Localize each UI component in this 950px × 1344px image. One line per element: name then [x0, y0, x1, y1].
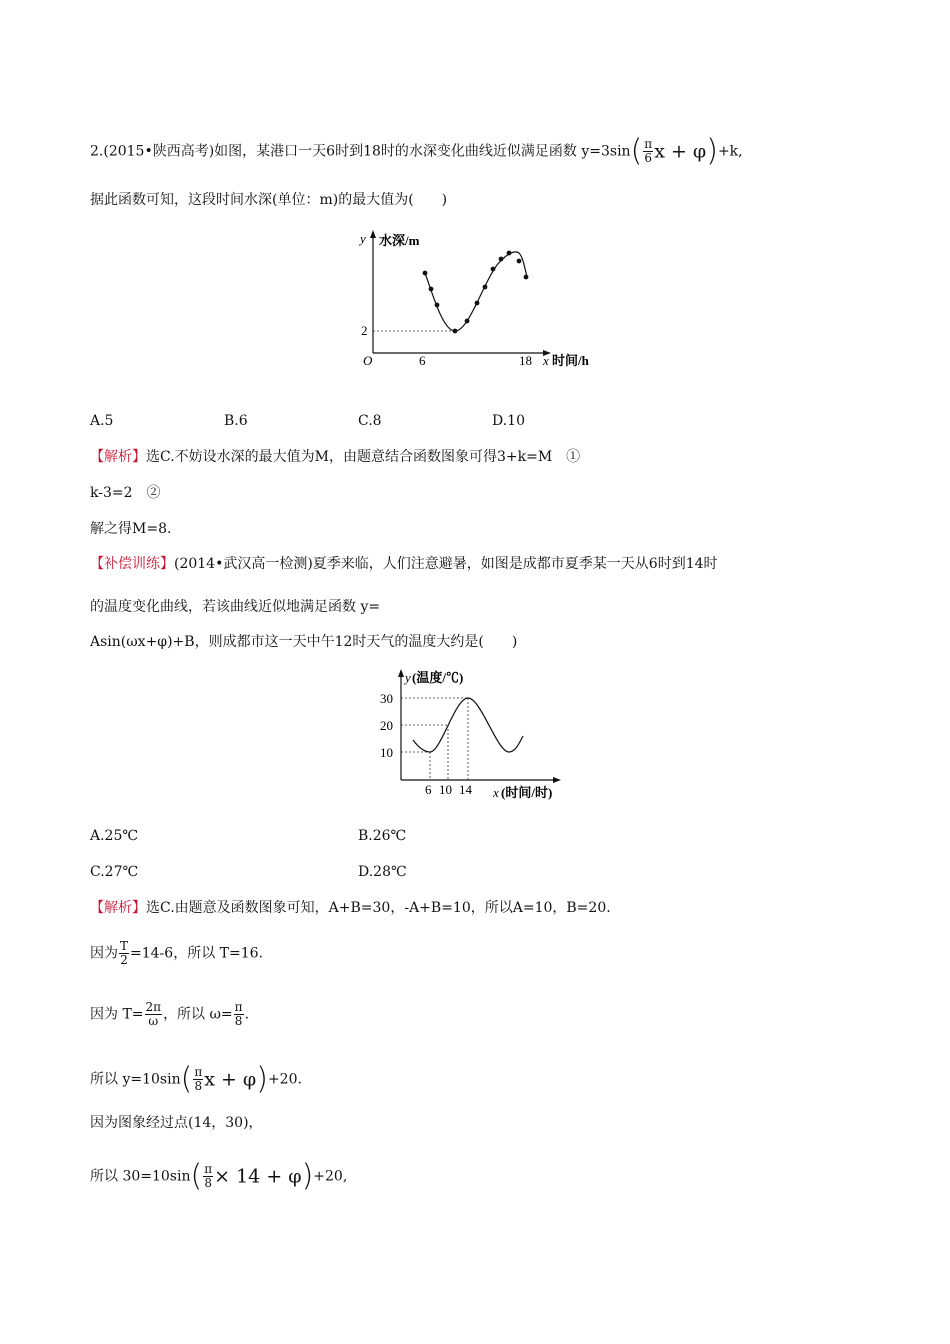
left-paren: ( — [190, 1158, 203, 1194]
text: 所以 30=10sin — [90, 1168, 191, 1185]
data-point — [517, 259, 522, 264]
right-paren: ) — [256, 1061, 268, 1097]
x-axis-unit: (时间/时) — [501, 785, 553, 800]
data-point — [499, 257, 504, 262]
text: 因为 — [90, 945, 118, 962]
text: +20, — [313, 1168, 348, 1185]
y-tick-label: 2 — [361, 323, 368, 338]
supp-solution-line1 — [90, 898, 611, 918]
x-tick-label: 14 — [459, 782, 472, 797]
supp-solution-line3 — [90, 1001, 249, 1028]
solution-text: 选C.不妨设水深的最大值为M，由题意结合函数图象可得3+k=M ① — [146, 449, 581, 465]
q2-solution-line2: k-3=2 ② — [90, 485, 161, 501]
data-point — [429, 287, 434, 292]
x-axis-label: x — [493, 785, 499, 800]
y-axis-unit: (温度/℃) — [412, 670, 464, 685]
text: . — [244, 1006, 250, 1023]
origin-label: O — [363, 353, 373, 368]
fraction-numerator: π — [204, 1162, 213, 1176]
solution-tag: 【解析】 — [90, 449, 146, 465]
x-tick-label: 6 — [419, 353, 426, 368]
fraction-numerator: 2π — [145, 1000, 162, 1014]
left-paren: ( — [180, 1061, 193, 1097]
math-expression: × 14 + φ — [214, 1165, 302, 1188]
supp-option-d: D.28℃ — [358, 864, 407, 880]
right-paren: ) — [301, 1158, 314, 1194]
data-point — [483, 285, 488, 290]
y-axis-arrow — [398, 669, 404, 677]
q2-solution-line3: 解之得M=8. — [90, 521, 172, 537]
depth-curve — [425, 252, 527, 331]
data-point — [453, 329, 458, 334]
y-axis-label: y — [405, 670, 411, 685]
chart-temperature — [375, 660, 575, 805]
x-axis-unit: 时间/h — [552, 353, 589, 368]
fraction — [145, 1001, 163, 1028]
y-axis-label: y — [360, 231, 366, 246]
fraction — [119, 940, 129, 967]
solution-text: 选C.由题意及函数图象可知，A+B=30，-A+B=10，所以A=10，B=20. — [146, 900, 611, 916]
data-point — [475, 301, 480, 306]
fraction — [234, 1001, 244, 1028]
solution-tag: 【解析】 — [90, 900, 146, 916]
supp-stem-line1 — [90, 554, 718, 574]
data-point — [435, 303, 440, 308]
fraction-numerator: T — [120, 939, 129, 953]
q2-stem-text: 2.(2015•陕西高考)如图，某港口一天6时到18时的水深变化曲线近似满足函数 y=3sin — [90, 143, 631, 160]
supp-solution-line6 — [90, 1158, 348, 1194]
q2-stem-line1 — [90, 133, 743, 169]
y-axis-unit: 水深/m — [379, 233, 420, 248]
data-point — [491, 267, 496, 272]
text: =14-6，所以 T=16. — [130, 945, 263, 962]
fraction-denominator: ω — [148, 1014, 159, 1028]
fraction-denominator: 8 — [234, 1014, 243, 1028]
fraction-denominator: 8 — [194, 1079, 203, 1093]
q2-stem-line2: 据此函数可知，这段时间水深(单位：m)的最大值为( ) — [90, 192, 448, 208]
supp-stem-text: (2014•武汉高一检测)夏季来临，人们注意避暑，如图是成都市夏季某一天从6时到14时 — [174, 556, 718, 572]
q2-stem-tail: +k, — [717, 143, 743, 160]
data-point — [465, 319, 470, 324]
x-tick-label: 18 — [519, 353, 532, 368]
y-tick-label: 20 — [380, 718, 393, 733]
text: +20. — [267, 1071, 302, 1088]
x-axis-label: x — [543, 353, 549, 368]
supp-option-c: C.27℃ — [90, 864, 139, 880]
right-paren: ) — [706, 133, 718, 169]
q2-option-a: A.5 — [90, 413, 114, 429]
text: ，所以 ω= — [163, 1006, 233, 1023]
fraction-denominator: 2 — [120, 953, 128, 967]
fraction — [203, 1163, 213, 1190]
math-expression: x + φ — [204, 1068, 257, 1091]
data-point — [423, 271, 428, 276]
x-tick-label: 10 — [439, 782, 452, 797]
q2-option-b: B.6 — [224, 413, 248, 429]
supp-option-a: A.25℃ — [90, 828, 139, 844]
data-point — [524, 275, 529, 280]
y-tick-label: 30 — [380, 691, 393, 706]
q2-solution-line1 — [90, 447, 580, 467]
x-axis-arrow — [553, 777, 561, 783]
y-tick-label: 10 — [380, 745, 393, 760]
supp-option-b: B.26℃ — [358, 828, 407, 844]
fraction-numerator: π — [194, 1065, 203, 1079]
q2-option-c: C.8 — [358, 413, 382, 429]
q2-option-d: D.10 — [492, 413, 525, 429]
fraction — [193, 1066, 203, 1093]
math-expression: x + φ — [654, 140, 707, 163]
supp-stem-line2: 的温度变化曲线，若该曲线近似地满足函数 y= — [90, 599, 381, 615]
data-point — [507, 251, 512, 256]
supp-solution-line5: 因为图象经过点(14，30)， — [90, 1115, 263, 1131]
text: 所以 y=10sin — [90, 1071, 181, 1088]
chart-water-depth — [355, 225, 615, 375]
supp-solution-line2 — [90, 940, 263, 967]
supp-stem-line3: Asin(ωx+φ)+B，则成都市这一天中午12时天气的温度大约是( ) — [90, 634, 518, 650]
data-points — [423, 251, 529, 334]
left-paren: ( — [630, 133, 643, 169]
fraction-numerator: π — [234, 1000, 243, 1014]
fraction-denominator: 8 — [204, 1176, 212, 1190]
supplementary-tag: 【补偿训练】 — [90, 556, 174, 572]
fraction-numerator: π — [644, 137, 653, 151]
y-axis-arrow — [370, 230, 376, 238]
x-tick-label: 6 — [425, 782, 432, 797]
fraction-denominator: 6 — [644, 151, 653, 165]
text: 因为 T= — [90, 1006, 144, 1023]
fraction — [643, 138, 653, 165]
supp-solution-line4 — [90, 1061, 302, 1097]
